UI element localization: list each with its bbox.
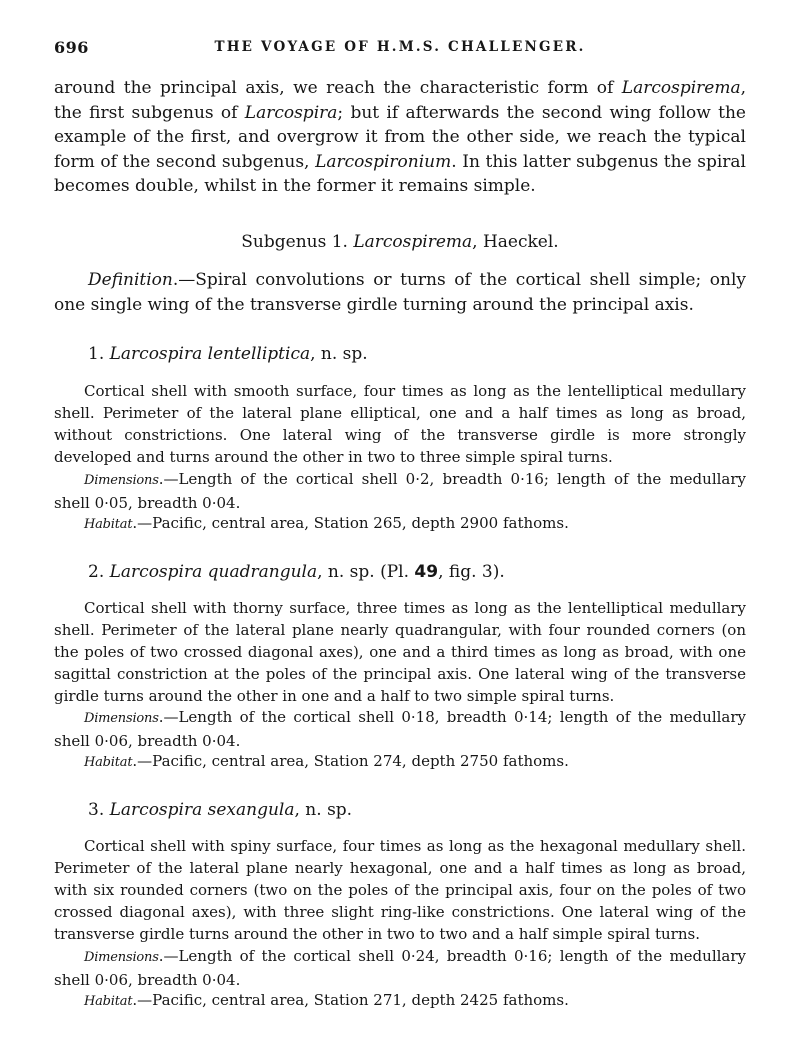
definition-dash: .— xyxy=(172,270,196,290)
dimensions-label: Dimensions xyxy=(84,950,159,965)
habitat-dash: .— xyxy=(132,514,153,532)
species-number: 2. xyxy=(88,562,110,582)
species-dimensions xyxy=(54,945,746,991)
species-heading xyxy=(88,562,505,582)
subgenus-author: , Haeckel. xyxy=(472,232,559,252)
running-title: THE VOYAGE OF H.M.S. CHALLENGER. xyxy=(214,39,586,55)
species-description: Cortical shell with smooth surface, four times as long as the lentelliptical medullary shell. Perimeter of the lateral plane elliptical, one and a half times as long as broad, without constrictions. One lateral wing of the transverse girdle is more strongly developed and turns around the other in two to three simple spiral turns. xyxy=(54,382,746,466)
species-name: Larcospira quadrangula xyxy=(109,562,318,582)
habitat-label: Habitat xyxy=(84,517,133,532)
dimensions-dash: .— xyxy=(158,947,179,965)
species-heading xyxy=(88,800,352,820)
intro-text: ; but if afterwards the second wing follow the example of the first, and overgrow it from the other side, we reach the typical form of the second subgenus, xyxy=(54,102,746,172)
species-description: Cortical shell with spiny surface, four times as long as the hexagonal medullary shell. Perimeter of the lateral plane nearly hexagonal, one and a half times as long as broad, with six rounded corners (two on the poles of the principal axis, four on the poles of two crossed diagonal axes), with three slight ring-like constrictions. One lateral wing of the transverse girdle turns around the other in two to two and a half simple spiral turns. xyxy=(54,837,746,943)
species-dimensions xyxy=(54,468,746,514)
page-number: 696 xyxy=(54,38,89,57)
definition-text: Spiral convolutions or turns of the cortical shell simple; only one single wing of the transverse girdle turning around the principal axis. xyxy=(54,270,746,315)
genus-name: Larcospira xyxy=(244,102,338,123)
genus-name: Larcospironium xyxy=(315,151,452,172)
definition-label: Definition xyxy=(88,270,173,290)
subgenus-heading xyxy=(0,232,800,252)
habitat-text: Pacific, central area, Station 271, depth 2425 fathoms. xyxy=(152,991,569,1009)
dimensions-dash: .— xyxy=(158,470,179,488)
dimensions-text: Length of the cortical shell 0·18, breadth 0·14; length of the medullary shell 0·06, breadth 0·04. xyxy=(54,708,746,750)
species-suffix: , n. sp. (Pl. xyxy=(317,562,415,582)
species-description: Cortical shell with thorny surface, three times as long as the lentelliptical medullary shell. Perimeter of the lateral plane nearly quadrangular, with four rounded corners (on the poles of two crossed diagonal axes), one and a third times as long as broad, with one sagittal constriction at the poles of the principal axis. One lateral wing of the transverse girdle turns around the other in one and a half to two simple spiral turns. xyxy=(54,599,746,705)
species-habitat xyxy=(54,512,746,536)
species-suffix: , n. sp. xyxy=(294,800,353,820)
habitat-label: Habitat xyxy=(84,755,133,770)
species-name: Larcospira lentelliptica xyxy=(109,344,311,364)
habitat-text: Pacific, central area, Station 265, depth 2900 fathoms. xyxy=(152,514,569,532)
dimensions-text: Length of the cortical shell 0·24, breadth 0·16; length of the medullary shell 0·06, breadth 0·04. xyxy=(54,947,746,989)
subgenus-prefix: Subgenus 1. xyxy=(241,232,354,252)
species-number: 1. xyxy=(88,344,110,364)
dimensions-label: Dimensions xyxy=(84,711,159,726)
figure-reference: , fig. 3). xyxy=(438,562,505,582)
plate-number: 49 xyxy=(414,562,439,582)
species-habitat xyxy=(54,750,746,774)
species-suffix: , n. sp. xyxy=(310,344,368,364)
dimensions-text: Length of the cortical shell 0·2, breadth 0·16; length of the medullary shell 0·05, breadth 0·04. xyxy=(54,470,746,512)
habitat-dash: .— xyxy=(132,991,153,1009)
intro-text: around the principal axis, we reach the characteristic form of xyxy=(54,78,622,98)
page-header xyxy=(54,38,746,60)
dimensions-label: Dimensions xyxy=(84,473,159,488)
species-habitat xyxy=(54,989,746,1013)
species-heading xyxy=(88,344,368,364)
subgenus-name: Larcospirema xyxy=(353,232,473,252)
species-dimensions xyxy=(54,706,746,752)
intro-paragraph xyxy=(54,76,746,199)
dimensions-dash: .— xyxy=(158,708,179,726)
intro-text: , the first subgenus of xyxy=(54,78,746,123)
habitat-label: Habitat xyxy=(84,994,133,1009)
genus-name: Larcospirema xyxy=(621,78,741,98)
species-number: 3. xyxy=(88,800,110,820)
definition-paragraph xyxy=(54,268,746,317)
intro-text: . In this latter subgenus the spiral becomes double, whilst in the former it remains simple. xyxy=(54,151,746,196)
habitat-dash: .— xyxy=(132,752,153,770)
species-name: Larcospira sexangula xyxy=(109,800,295,820)
habitat-text: Pacific, central area, Station 274, depth 2750 fathoms. xyxy=(152,752,569,770)
